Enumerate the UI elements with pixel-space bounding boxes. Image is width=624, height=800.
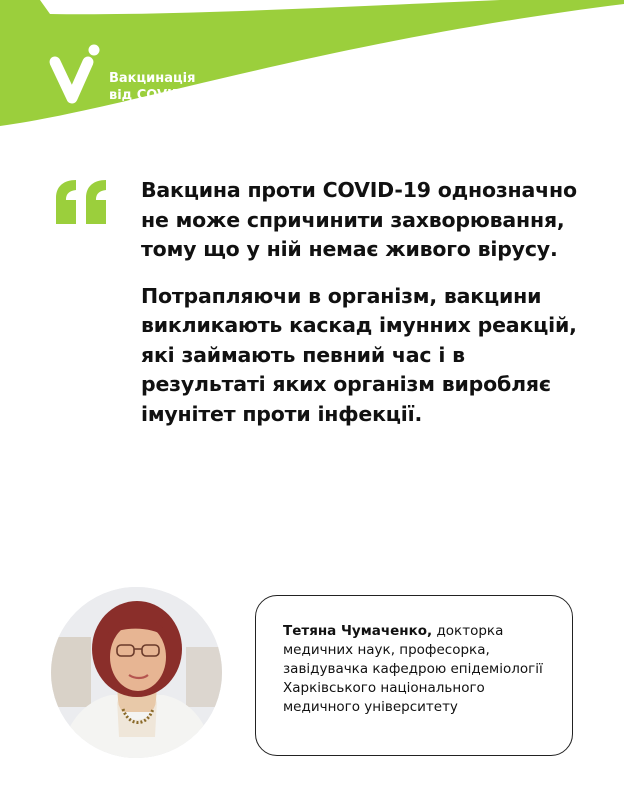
quote-paragraph-2: Потрапляючи в організм, вакцини викликають каскад імунних реакцій, які займають певний час і в результаті яких організм виробляє імунітет проти інфекції. bbox=[141, 283, 577, 426]
header-banner bbox=[0, 0, 624, 135]
brand-line1: Вакцинація bbox=[109, 71, 196, 86]
brand-line2: від COVID-19 bbox=[109, 88, 207, 103]
quote-paragraph-1: Вакцина проти COVID-19 однозначно не може спричинити захворювання, тому що у ній немає живого вірусу. bbox=[141, 178, 577, 261]
author-name: Тетяна Чумаченко, bbox=[283, 623, 433, 639]
quote-text bbox=[141, 176, 581, 446]
author-photo bbox=[51, 587, 222, 758]
author-title: докторка медичних наук, професорка, завідувачка кафедрою епідеміології Харківського національного медичного університету bbox=[283, 623, 543, 715]
author-caption bbox=[283, 622, 558, 717]
quote-icon bbox=[52, 180, 112, 224]
brand-name bbox=[109, 70, 206, 104]
